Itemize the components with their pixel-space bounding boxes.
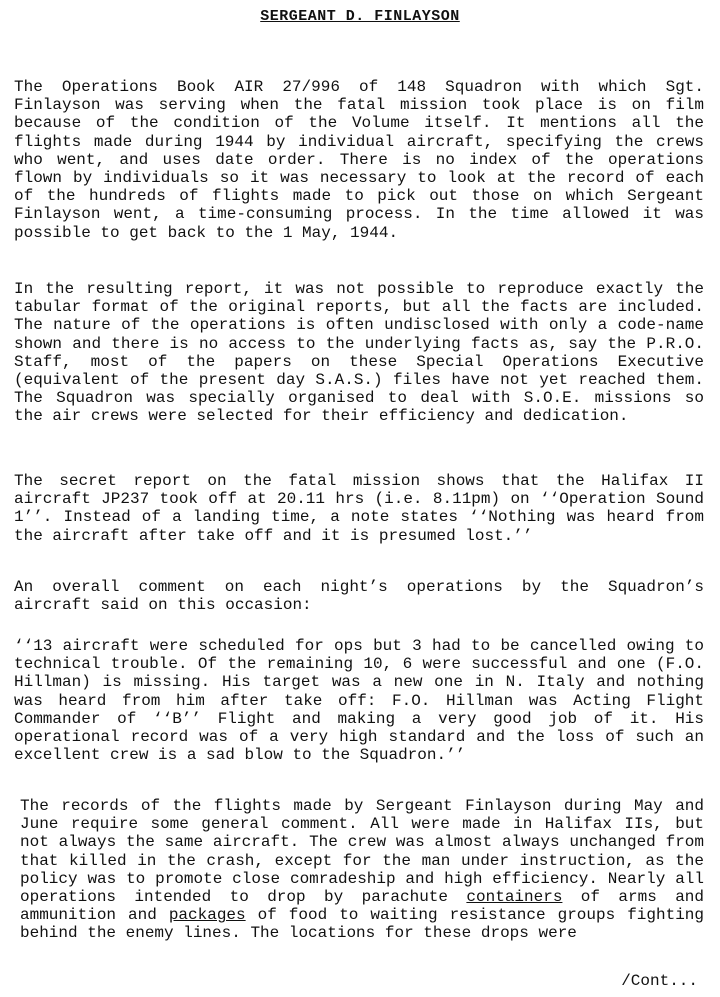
paragraph-overall-comment: An overall comment on each night’s operations by the Squadron’s aircraft said on this occasion: [14,578,704,615]
paragraph-resulting-report: In the resulting report, it was not possible to reproduce exactly the tabular format of the original reports, but all the facts are included. The nature of the operations is often undisclosed with only a code-name shown and there is no access to the underlying facts as, say the P.R.O. Staff, most of the papers on these Special Operations Executive (equivalent of the present day S.A.S.) files have not yet reached them. The Squadron was specially organised to deal with S.O.E. missions so the air crews were selected for their efficiency and dedication. [14,280,704,426]
paragraph-flight-records [20,797,704,943]
flight-records-text-3: of food to waiting resistance groups fighting behind the enemy lines. The locations for these drops were [20,906,705,943]
continuation-note: /Cont... [621,972,698,990]
paragraph-operations-book: The Operations Book AIR 27/996 of 148 Squadron with which Sgt. Finlayson was serving when the fatal mission took place is on film because of the condition of the Volume itself. It mentions all the flights made during 1944 by individual aircraft, specifying the crews who went, and uses date order. There is no index of the operations flown by individuals so it was necessary to look at the record of each of the hundreds of flights made to pick out those on which Sergeant Finlayson went, a time-consuming process. In the time allowed it was possible to get back to the 1 May, 1944. [14,78,704,242]
flight-records-text-2: of arms and ammunition and [20,888,705,925]
document-title: SERGEANT D. FINLAYSON [260,8,460,25]
underlined-word-packages: packages [168,906,246,925]
paragraph-secret-report: The secret report on the fatal mission shows that the Halifax II aircraft JP237 took off at 20.11 hrs (i.e. 8.11pm) on ‘‘Operation Sound 1’’. Instead of a landing time, a note states ‘‘Nothing was heard from the aircraft after take off and it is presumed lost.’’ [14,472,704,545]
underlined-word-containers: containers [466,888,563,907]
flight-records-text-1: The records of the flights made by Sergeant Finlayson during May and June require some general comment. All were made in Halifax IIs, but not always the same aircraft. The crew was almost always unchanged from that killed in the crash, except for the man under instruction, as the policy was to promote close comradeship and high efficiency. Nearly all operations intended to drop by parachute [20,797,704,907]
paragraph-squadron-quote: ‘‘13 aircraft were scheduled for ops but 3 had to be cancelled owing to technical trouble. Of the remaining 10, 6 were successful and one (F.O. Hillman) is missing. His target was a new one in N. Italy and nothing was heard from him after take off: F.O. Hillman was Acting Flight Commander of ‘‘B’’ Flight and making a very good job of it. His operational record was of a very high standard and the loss of such an excellent crew is a sad blow to the Squadron.’’ [14,637,704,765]
